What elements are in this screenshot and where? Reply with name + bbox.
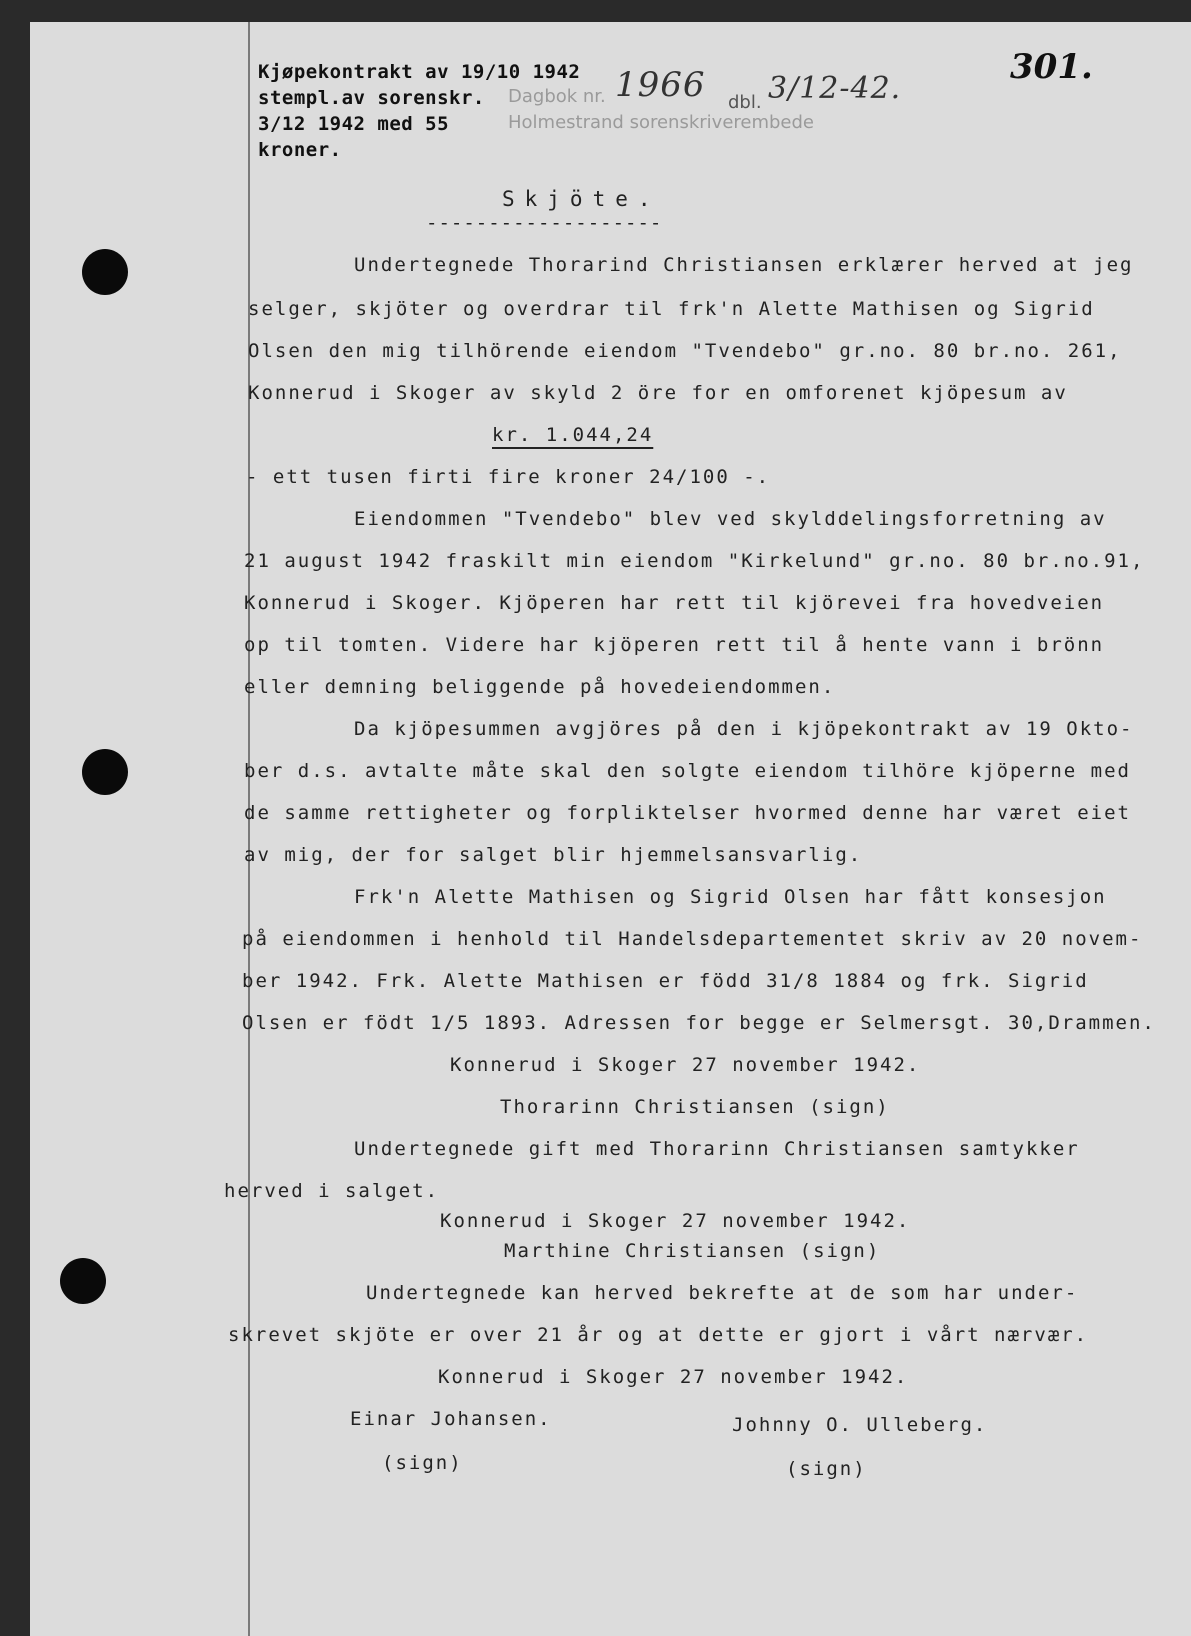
text-line: Olsen er födt 1/5 1893. Adressen for begge er Selmersgt. 30,Drammen.	[242, 1012, 1156, 1034]
place-date-line: Konnerud i Skoger 27 november 1942.	[438, 1366, 909, 1388]
text-line: Frk'n Alette Mathisen og Sigrid Olsen har fått konsesjon	[354, 886, 1107, 908]
witness-name-left: Einar Johansen.	[350, 1408, 552, 1430]
place-date-line: Konnerud i Skoger 27 november 1942.	[450, 1054, 921, 1076]
text-line: - ett tusen firti fire kroner 24/100 -.	[246, 466, 771, 488]
handwritten-number: 1966	[615, 65, 706, 105]
text-line: skrevet skjöte er over 21 år og at dette er gjort i vårt nærvær.	[228, 1324, 1089, 1346]
text-line: Olsen den mig tilhörende eiendom "Tvendebo" gr.no. 80 br.no. 261,	[248, 340, 1122, 362]
margin-line	[248, 22, 250, 1636]
header-line: kroner.	[258, 139, 342, 161]
handwritten-dbl: dbl.	[728, 92, 762, 113]
title-rule: -------------------	[426, 212, 663, 234]
witness-name-right: Johnny O. Ulleberg.	[732, 1414, 988, 1436]
text-line: Eiendommen "Tvendebo" blev ved skylddelingsforretning av	[354, 508, 1107, 530]
header-line: 3/12 1942 med 55	[258, 113, 450, 135]
text-line: ber d.s. avtalte måte skal den solgte eiendom tilhöre kjöperne med	[244, 760, 1131, 782]
document-title: Skjöte.	[502, 187, 661, 211]
stamp-label: Dagbok nr.	[508, 86, 606, 107]
text-line: 21 august 1942 fraskilt min eiendom "Kirkelund" gr.no. 80 br.no.91,	[244, 550, 1145, 572]
text-line: de samme rettigheter og forpliktelser hvormed denne har været eiet	[244, 802, 1131, 824]
text-line: Konnerud i Skoger av skyld 2 öre for en omforenet kjöpesum av	[248, 382, 1068, 404]
text-line: selger, skjöter og overdrar til frk'n Alette Mathisen og Sigrid	[248, 298, 1095, 320]
text-line: herved i salget.	[224, 1180, 440, 1202]
punch-hole	[82, 749, 128, 795]
page-number: 301.	[1010, 47, 1093, 87]
text-line: Undertegnede kan herved bekrefte at de som har under-	[366, 1282, 1079, 1304]
text-line: eller demning beliggende på hovedeiendommen.	[244, 676, 836, 698]
punch-hole	[82, 249, 128, 295]
text-line: Undertegnede Thorarind Christiansen erklærer herved at jeg	[354, 254, 1134, 276]
text-line: av mig, der for salget blir hjemmelsansvarlig.	[244, 844, 863, 866]
signature-line: Marthine Christiansen (sign)	[504, 1240, 881, 1262]
text-line: op til tomten. Videre har kjöperen rett til å hente vann i brönn	[244, 634, 1105, 656]
signature-line: Thorarinn Christiansen (sign)	[500, 1096, 890, 1118]
handwritten-date: 3/12-42.	[768, 71, 902, 106]
witness-sign-left: (sign)	[382, 1452, 463, 1474]
document-page	[30, 22, 1191, 1636]
stamp-office: Holmestrand sorenskriverembede	[508, 112, 814, 133]
text-line: Konnerud i Skoger. Kjöperen har rett til kjörevei fra hovedveien	[244, 592, 1105, 614]
place-date-line: Konnerud i Skoger 27 november 1942.	[440, 1210, 911, 1232]
purchase-amount: kr. 1.044,24	[492, 424, 654, 446]
text-line: ber 1942. Frk. Alette Mathisen er född 31/8 1884 og frk. Sigrid	[242, 970, 1089, 992]
punch-hole	[60, 1258, 106, 1304]
text-line: Da kjöpesummen avgjöres på den i kjöpekontrakt av 19 Okto-	[354, 718, 1134, 740]
header-line: Kjøpekontrakt av 19/10 1942	[258, 61, 581, 83]
text-line: Undertegnede gift med Thorarinn Christiansen samtykker	[354, 1138, 1080, 1160]
witness-sign-right: (sign)	[786, 1458, 867, 1480]
header-line: stempl.av sorenskr.	[258, 87, 485, 109]
text-line: på eiendommen i henhold til Handelsdepartementet skriv av 20 novem-	[242, 928, 1143, 950]
